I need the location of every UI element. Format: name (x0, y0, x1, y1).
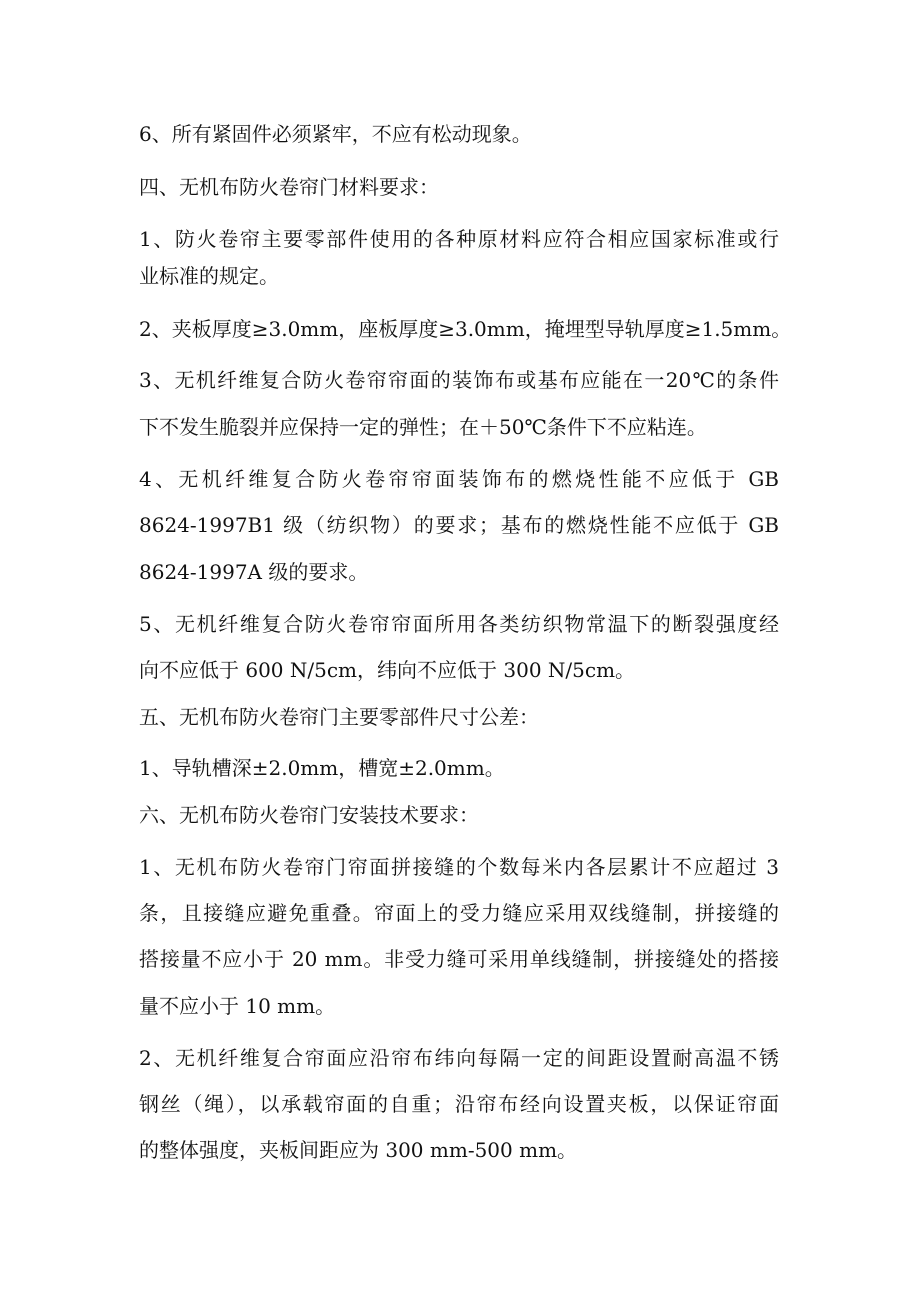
text-line: 钢丝（绳），以承载帘面的自重；沿帘布经向设置夹板，以保证帘面 (139, 1092, 779, 1116)
section-heading: 六、无机布防火卷帘门安装技术要求： (139, 803, 479, 827)
text-line: 6、所有紧固件必须紧牢，不应有松动现象。 (139, 122, 532, 146)
text-line: 条，且接缝应避免重叠。帘面上的受力缝应采用双线缝制，拼接缝的 (139, 901, 779, 925)
text-line: 2、无机纤维复合帘面应沿帘布纬向每隔一定的间距设置耐高温不锈 (139, 1046, 779, 1070)
text-line: 下不发生脆裂并应保持一定的弹性；在＋50℃条件下不应粘连。 (139, 415, 707, 439)
text-line: 量不应小于 10 mm。 (139, 994, 336, 1018)
text-line: 搭接量不应小于 20 mm。非受力缝可采用单线缝制，拼接缝处的搭接 (139, 947, 779, 971)
section-heading: 四、无机布防火卷帘门材料要求： (139, 175, 439, 199)
text-line: 1、防火卷帘主要零部件使用的各种原材料应符合相应国家标准或行 (139, 227, 779, 251)
text-line: 1、导轨槽深±2.0mm，槽宽±2.0mm。 (139, 756, 505, 780)
text-line: 8624-1997A 级的要求。 (139, 560, 369, 584)
text-line: 3、无机纤维复合防火卷帘帘面的装饰布或基布应能在一20℃的条件 (139, 368, 779, 392)
text-line: 4、无机纤维复合防火卷帘帘面装饰布的燃烧性能不应低于 GB (139, 467, 779, 491)
text-line: 8624-1997B1 级（纺织物）的要求；基布的燃烧性能不应低于 GB (139, 513, 779, 537)
text-line: 2、夹板厚度≥3.0mm，座板厚度≥3.0mm，掩埋型导轨厚度≥1.5mm。 (139, 317, 792, 341)
text-line: 业标准的规定。 (139, 264, 279, 288)
text-line: 5、无机纤维复合防火卷帘帘面所用各类纺织物常温下的断裂强度经 (139, 612, 779, 636)
text-line: 1、无机布防火卷帘门帘面拼接缝的个数每米内各层累计不应超过 3 (139, 855, 779, 879)
section-heading: 五、无机布防火卷帘门主要零部件尺寸公差： (139, 705, 539, 729)
text-line: 的整体强度，夹板间距应为 300 mm-500 mm。 (139, 1138, 578, 1162)
text-line: 向不应低于 600 N/5cm，纬向不应低于 300 N/5cm。 (139, 658, 636, 682)
